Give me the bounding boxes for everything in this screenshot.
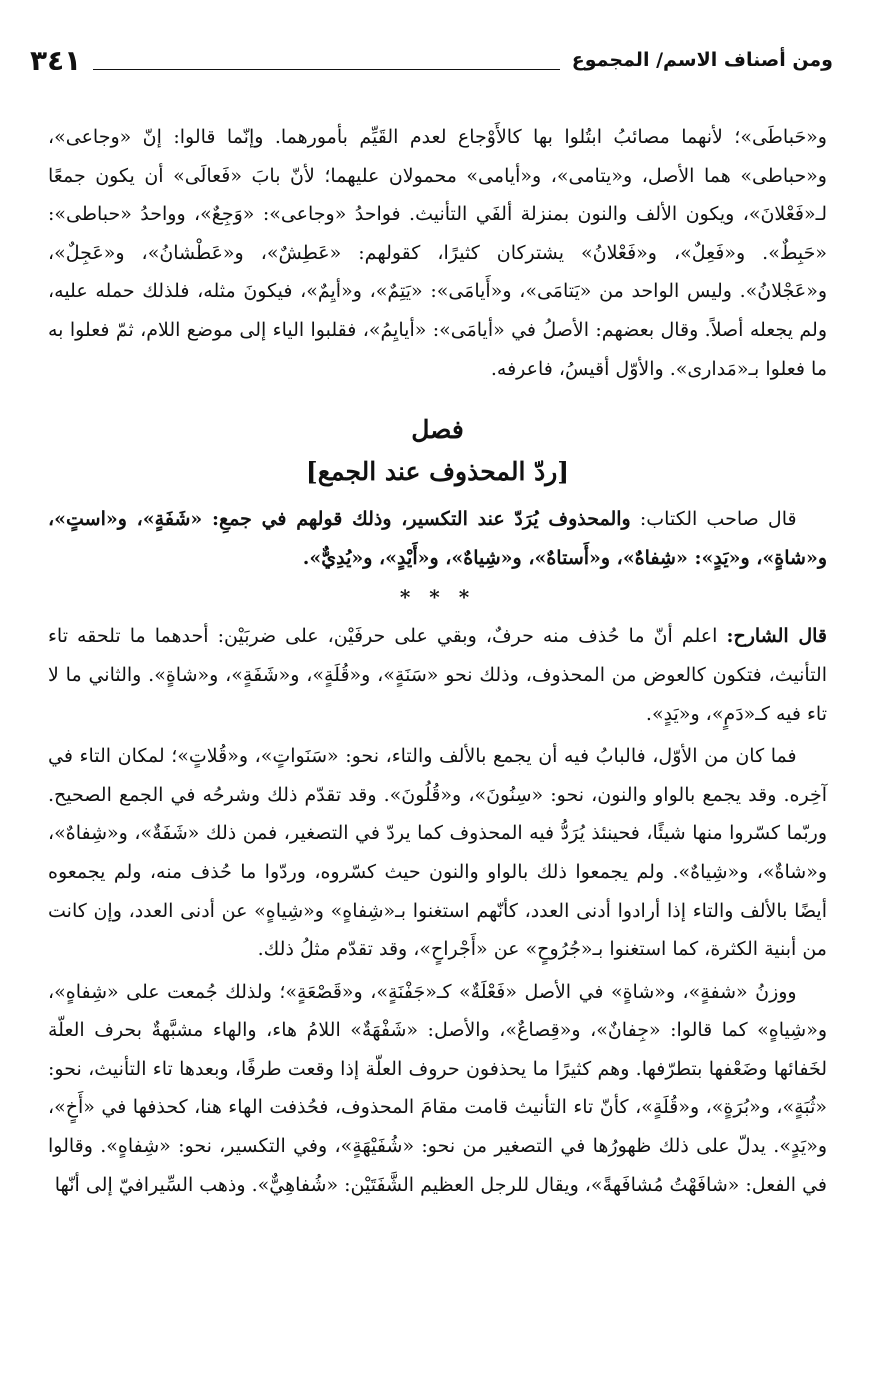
page-header: [30, 40, 833, 80]
paragraph: و«حَباطَى»؛ لأنهما مصائبُ ابتُلوا بها كالأَوْجاع لعدم القَيِّم بأمورهما. وإنّما قالوا: إنّ «وجاعى»، و«حباطى» هما الأصل، و«يتامى»، و«أيامى» محمولان عليهما؛ لأنّ بابَ «فَعالَى» أن يكون جمعًا لـ«فَعْلانَ»، ويكون الألف والنون بمنزلة ألفَي التأنيث. فواحدُ «وجاعى»: «وَجِعٌ»، وواحدُ «حباطى»: «حَبِطٌ». و«فَعِلٌ»، و«فَعْلانُ» يشتركان كثيرًا، كقولهم: «عَطِشٌ»، و«عَطْشانُ»، و«عَجِلٌ»، و«عَجْلانُ». وليس الواحد من «يَتامَى»، و«أَيامَى»: «يَتِمٌ»، و«أيِمٌ»، فيكونَ مثله، فلذلك حمله عليه، ولم يجعله أصلاً. وقال بعضهم: الأصلُ في «أيامَى»: «أيايِمُ»، فقلبوا الياء إلى موضع اللام، ثمّ فعلوا به ما فعلوا بـ«مَدارى». والأوّل أقيسُ، فاعرفه.: [48, 126, 827, 380]
matn-text: والمحذوف يُرَدّ عند التكسير، وذلك قولهم في جمعِ: «شَفَةٍ»، و«استٍ»، و«شاةٍ»، و«يَدٍ»: «شِفاهٌ»، و«أَستاهٌ»، و«شِياهٌ»، و«أَيْدٍ»، و«يُدِيٌّ».: [48, 508, 827, 569]
page-body: [48, 118, 827, 1204]
header-rule: [93, 69, 559, 70]
running-title: ومن أصناف الاسم/ المجموع: [571, 49, 833, 71]
paragraph: ووزنُ «شفةٍ»، و«شاةٍ» في الأصل «فَعْلَةٌ» كـ«جَفْنَةٍ»، و«قَصْعَةٍ»؛ ولذلك جُمعت على «شِفاهٍ»، و«شِياهٍ» كما قالوا: «جِفانٌ»، و«قِصاعٌ»، والأصل: «شَفْهَةٌ» اللامُ هاء، والهاء مشبَّهةٌ بحرف العلّة لخَفائها وضَعْفها بتطرّفها. وهم كثيرًا ما يحذفون حروف العلّة إذا وقعت طرفًا، وبعدها تاء التأنيث، نحو: «ثُبَةٍ»، و«بُرَةٍ»، و«قُلَةٍ»، كأنّ تاء التأنيث قامت مقامَ المحذوف، فحُذفت الهاء هنا، كحذفها في «أَخٍ»، و«يَدٍ». يدلّ على ذلك ظهورُها في التصغير من نحو: «شُفَيْهَةٍ»، وفي التكسير، نحو: «شِفاهٍ». وقالوا في الفعل: «شافَهْتُ مُشافَهةً»، ويقال للرجل العظيم الشَّفَتَيْن: «شُفاهِيٌّ». وذهب السِّيرافيّ إلى أنّها: [48, 980, 828, 1196]
sharh-text: اعلم أنّ ما حُذف منه حرفٌ، وبقي على حرفَيْن، على ضربَيْن: أحدهما ما تلحقه تاء التأنيث، فتكون كالعوض من المحذوف، وذلك نحو «سَنَةٍ»، و«قُلَةٍ»، و«شَفَةٍ»، و«شاةٍ». والثاني ما لا تاء فيه كـ«دَمٍ»، و«يَدٍ».: [48, 625, 827, 725]
sharh-paragraph: [48, 617, 827, 733]
matn-paragraph: [48, 500, 827, 577]
matn-lead: قال صاحب الكتاب:: [639, 508, 797, 531]
section-heading: فصل: [411, 415, 464, 445]
page-number: ٣٤١: [30, 43, 82, 77]
paragraph: فما كان من الأوّل، فالبابُ فيه أن يجمع بالألف والتاء، نحو: «سَنَواتٍ»، و«قُلاتٍ»؛ لمكان التاء في آخِره. وقد يجمع بالواو والنون، نحو: «سِنُونَ»، و«قُلُونَ». وقد تقدّم ذلك وشرحُه في الجمع الصحيح. وربّما كسّروا منها شيئًا، فحينئذ يُرَدُّ فيه المحذوف كما يردّ في التصغير، فمن ذلك «شَفَةٌ»، و«شِفاهٌ»، و«شاةٌ»، و«شِياهٌ». ولم يجمعوا ذلك بالواو والنون حيث كسّروه، وردّوا ما حُذف منه، ولم يجمعوه أيضًا بالألف والتاء إذا أرادوا أدنى العدد، كأنّهم استغنوا بـ«شِفاهٍ» و«شِياهٍ» عن أدنى العدد، وإن كانت من أبنية الكثرة، كما استغنوا بـ«جُرُوحٍ» عن «أَجْراحٍ»، وقد تقدّم مثلُ ذلك.: [48, 745, 827, 961]
section-subheading: [ردّ المحذوف عند الجمع]: [305, 457, 570, 487]
sharh-lead: قال الشارح:: [726, 625, 827, 648]
separator-stars: * * *: [399, 585, 476, 610]
